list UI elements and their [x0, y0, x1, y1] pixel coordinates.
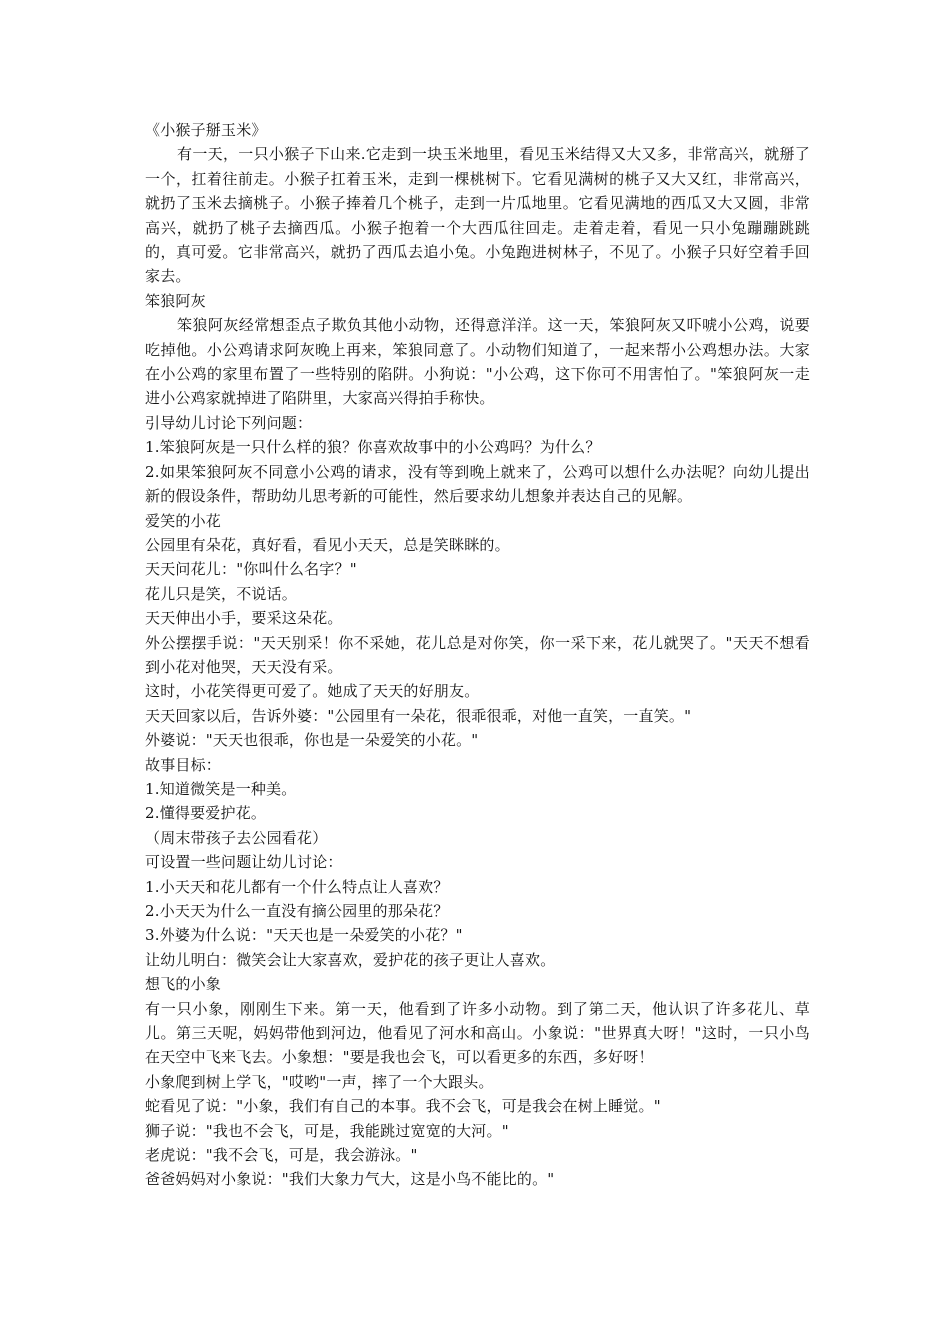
- paragraph: 外婆说："天天也很乖，你也是一朵爱笑的小花。": [145, 731, 479, 750]
- paragraph: 老虎说："我不会飞，可是，我会游泳。": [145, 1146, 418, 1165]
- paragraph: 让幼儿明白：微笑会让大家喜欢，爱护花的孩子更让人喜欢。: [145, 950, 556, 969]
- paragraph: 蛇看见了说："小象，我们有自己的本事。我不会飞，可是我会在树上睡觉。": [145, 1097, 661, 1116]
- story-title-elephant: 想飞的小象: [145, 975, 222, 994]
- paragraph: 公园里有朵花，真好看，看见小天天，总是笑眯眯的。: [145, 535, 510, 554]
- discussion-question: 2.如果笨狼阿灰不同意小公鸡的请求，没有等到晚上就来了，公鸡可以想什么办法呢？向幼儿提出新的假设条件，帮助幼儿思考新的可能性，然后要求幼儿想象并表达自己的见解。: [145, 462, 810, 506]
- paragraph: 外公摆摆手说："天天别采！你不采她，花儿总是对你笑，你一采下来，花儿就哭了。"天天不想看到小花对他哭，天天没有采。: [145, 633, 810, 676]
- paragraph: 花儿只是笑，不说话。: [145, 584, 298, 603]
- story-title-flower: 爱笑的小花: [145, 511, 222, 530]
- paragraph: 小象爬到树上学飞，"哎哟"一声，摔了一个大跟头。: [145, 1072, 494, 1091]
- story-title-monkey: 《小猴子掰玉米》: [145, 121, 267, 139]
- paragraph: （周末带孩子去公园看花）: [145, 828, 328, 847]
- paragraph: 2.小天天为什么一直没有摘公园里的那朵花？: [145, 902, 449, 920]
- paragraph: 2.懂得要爱护花。: [145, 804, 267, 823]
- story-body-monkey: 有一天，一只小猴子下山来.它走到一块玉米地里，看见玉米结得又大又多，非常高兴，就掰了一个，扛着往前走。小猴子扛着玉米，走到一棵桃树下。它看见满树的桃子又大又红，非常高兴，就扔了玉米去摘桃子。小猴子捧着几个桃子，走到一片瓜地里。它看见满地的西瓜又大又圆，非常高兴，就扔了桃子去摘西瓜。小猴子抱着一个大西瓜往回走。走着走着，看见一只小兔蹦蹦跳跳的，真可爱。它非常高兴，就扔了西瓜去追小兔。小兔跑进树林子，不见了。小猴子只好空着手回家去。: [145, 145, 810, 286]
- paragraph: 爸爸妈妈对小象说："我们大象力气大，这是小鸟不能比的。": [145, 1170, 555, 1189]
- paragraph: 1.小天天和花儿都有一个什么特点让人喜欢？: [145, 877, 449, 896]
- paragraph: 狮子说："我也不会飞，可是，我能跳过宽宽的大河。": [145, 1121, 509, 1140]
- discussion-intro: 引导幼儿讨论下列问题：: [145, 413, 313, 432]
- paragraph: 这时，小花笑得更可爱了。她成了天天的好朋友。: [145, 682, 480, 701]
- paragraph: 3.外婆为什么说："天天也是一朵爱笑的小花？": [145, 926, 463, 945]
- paragraph: 有一只小象，刚刚生下来。第一天，他看到了许多小动物。到了第二天，他认识了许多花儿、草儿。第三天呢，妈妈带他到河边，他看见了河水和高山。小象说："世界真大呀！"这时，一只小鸟在天空中飞来飞去。小象想："要是我也会飞，可以看更多的东西，多好呀！: [145, 999, 810, 1067]
- document-page: [145, 118, 810, 1192]
- paragraph: 1.知道微笑是一种美。: [145, 779, 297, 798]
- paragraph: 故事目标：: [145, 755, 222, 774]
- paragraph: 天天问花儿："你叫什么名字？": [145, 560, 357, 579]
- paragraph: 可设置一些问题让幼儿讨论：: [145, 853, 343, 872]
- paragraph: 天天回家以后，告诉外婆："公园里有一朵花，很乖很乖，对他一直笑，一直笑。": [145, 706, 692, 725]
- story-body-wolf: 笨狼阿灰经常想歪点子欺负其他小动物，还得意洋洋。这一天，笨狼阿灰又吓唬小公鸡，说要吃掉他。小公鸡请求阿灰晚上再来，笨狼同意了。小动物们知道了，一起来帮小公鸡想办法。大家在小公鸡的家里布置了一些特别的陷阱。小狗说："小公鸡，这下你可不用害怕了。"笨狼阿灰一走进小公鸡家就掉进了陷阱里，大家高兴得拍手称快。: [145, 316, 810, 408]
- story-title-wolf: 笨狼阿灰: [145, 291, 206, 310]
- paragraph: 天天伸出小手，要采这朵花。: [145, 609, 343, 628]
- discussion-question: 1.笨狼阿灰是一只什么样的狼？你喜欢故事中的小公鸡吗？为什么？: [145, 438, 601, 457]
